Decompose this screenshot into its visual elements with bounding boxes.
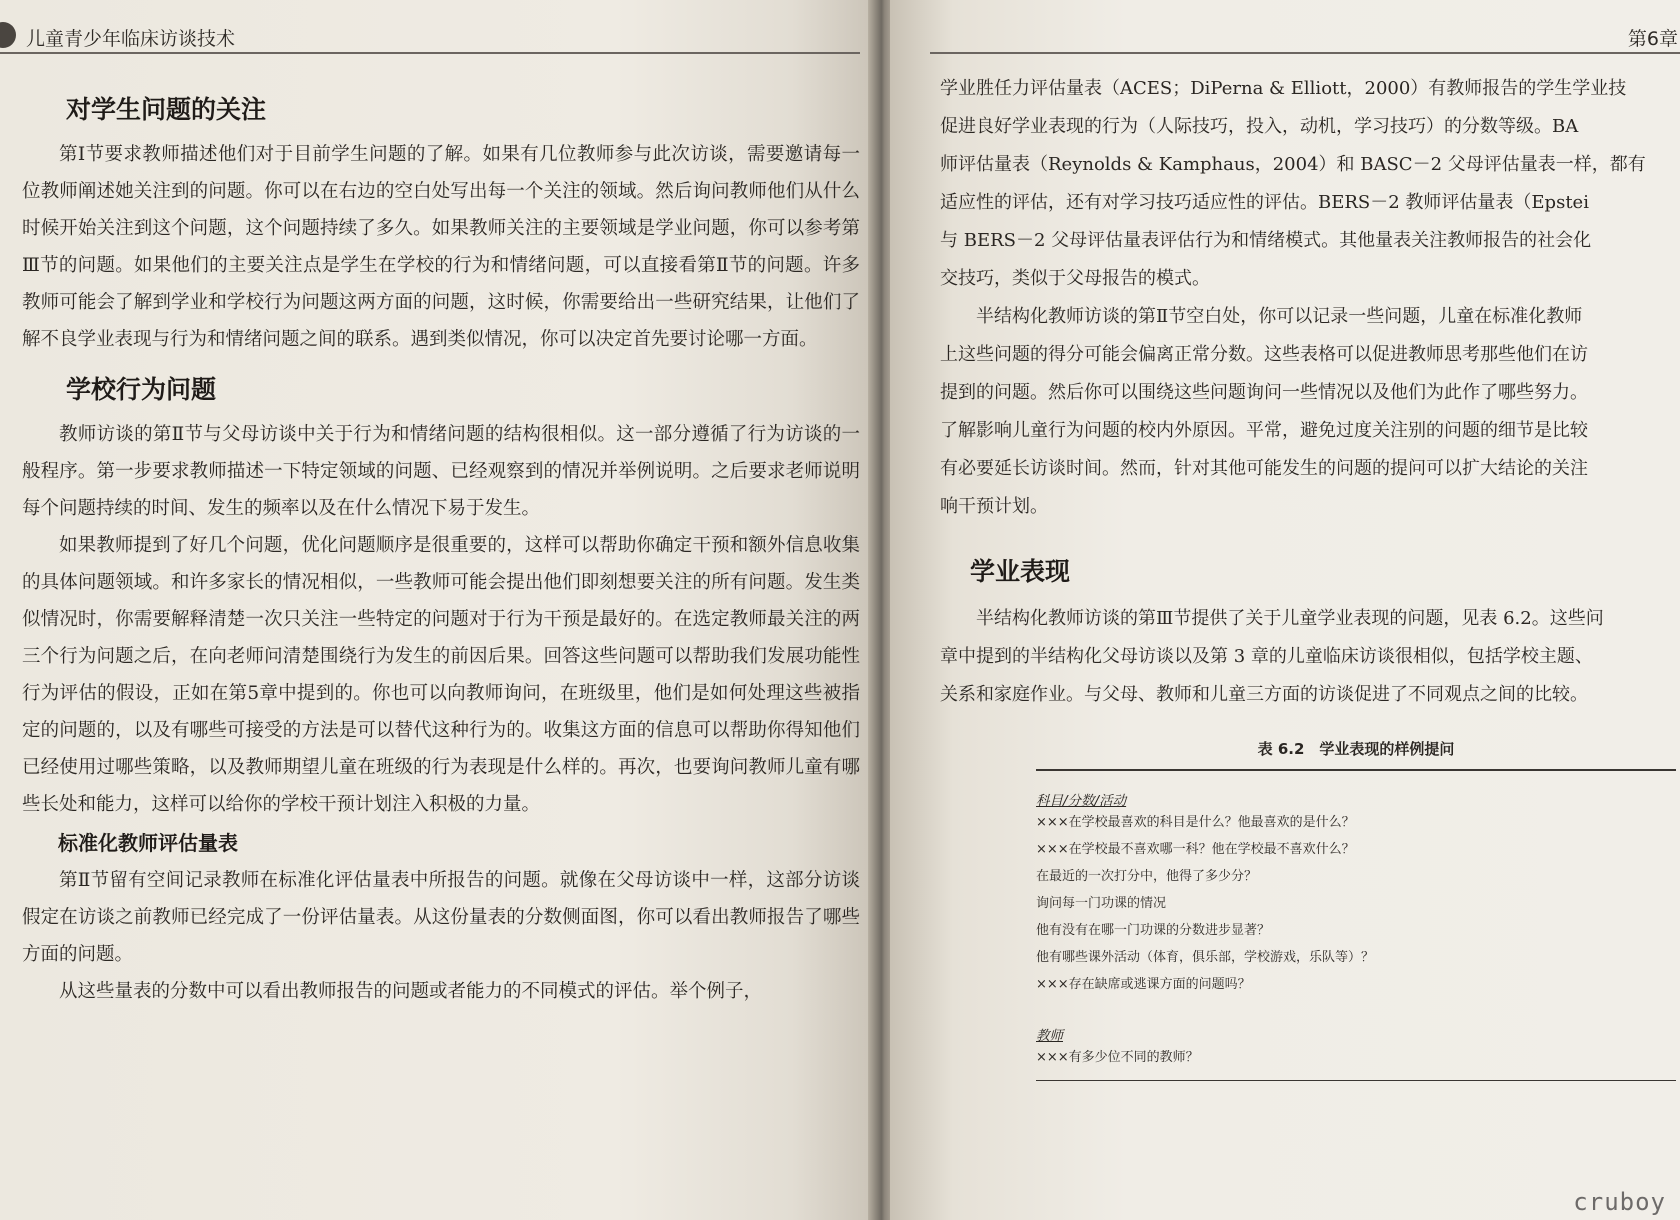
- text-line: 师评估量表（Reynolds & Kamphaus，2004）和 BASC－2 父母评估量表一样，都有: [940, 154, 1646, 175]
- text-line: 有必要延长访谈时间。然而，针对其他可能发生的问题的提问可以扩大结论的关注: [940, 458, 1588, 479]
- text-line: 了解影响儿童行为问题的校内外原因。平常，避免过度关注别的问题的细节是比较: [940, 420, 1588, 441]
- paragraph: 从这些量表的分数中可以看出教师报告的问题或者能力的不同模式的评估。举个例子，: [59, 981, 763, 1002]
- section-title-school-behavior: 学校行为问题: [66, 375, 217, 404]
- table-row: 在最近的一次打分中，他得了多少分？: [1036, 869, 1258, 884]
- text-line: 章中提到的半结构化父母访谈以及第 3 章的儿童临床访谈很相似，包括学校主题、: [940, 646, 1593, 667]
- chapter-label: 第6章: [1627, 28, 1678, 50]
- table-row: ×××在学校最不喜欢哪一科？他在学校最不喜欢什么？: [1036, 842, 1355, 857]
- right-running-head: [930, 8, 1680, 54]
- subsection-title-rating-scales: 标准化教师评估量表: [58, 831, 238, 855]
- paragraph-academic: [940, 600, 1680, 714]
- text-line: 半结构化教师访谈的第Ⅲ节提供了关于儿童学业表现的问题，见表 6.2。这些问: [976, 608, 1604, 629]
- running-head-bullet: [0, 22, 16, 48]
- table-group-heading: 科目/分数/活动: [1036, 793, 1127, 809]
- table-row: ×××有多少位不同的教师？: [1036, 1050, 1199, 1065]
- right-page: [890, 0, 1680, 1220]
- paragraph: 第Ⅱ节留有空间记录教师在标准化评估量表中所报告的问题。就像在父母访谈中一样，这部分访谈假定在访谈之前教师已经完成了一份评估量表。从这份量表的分数侧面图，你可以看出教师报告了哪些方面的问题。: [22, 870, 860, 965]
- paragraph: 教师访谈的第Ⅱ节与父母访谈中关于行为和情绪问题的结构很相似。这一部分遵循了行为访谈的一般程序。第一步要求教师描述一下特定领域的问题、已经观察到的情况并举例说明。之后要求老师说明每个问题持续的时间、发生的频率以及在什么情况下易于发生。: [22, 424, 860, 519]
- table-row: 他有哪些课外活动（体育，俱乐部，学校游戏，乐队等）？: [1036, 950, 1375, 965]
- table-row: ×××存在缺席或逃课方面的问题吗？: [1036, 977, 1251, 992]
- table-bottom-rule: [1036, 1071, 1676, 1081]
- sample-questions-table: [1036, 738, 1676, 1081]
- table-row: 询问每一门功课的情况: [1036, 896, 1167, 911]
- table-group-heading: 教师: [1036, 1028, 1063, 1044]
- book-title: 儿童青少年临床访谈技术: [26, 28, 236, 50]
- text-line: 适应性的评估，还有对学习技巧适应性的评估。BERS－2 教师评估量表（Epstei: [940, 192, 1589, 213]
- left-running-head: [0, 8, 860, 54]
- text-line: 上这些问题的得分可能会偏离正常分数。这些表格可以促进教师思考那些他们在访: [940, 344, 1588, 365]
- text-line: 交技巧，类似于父母报告的模式。: [940, 268, 1210, 289]
- table-row: ×××在学校最喜欢的科目是什么？他最喜欢的是什么？: [1036, 815, 1355, 830]
- section-title-student-problems: 对学生问题的关注: [66, 95, 267, 124]
- text-line: 提到的问题。然后你可以围绕这些问题询问一些情况以及他们为此作了哪些努力。: [940, 382, 1588, 403]
- right-content: [940, 70, 1680, 1081]
- paragraph-section-two: [940, 298, 1680, 526]
- text-line: 促进良好学业表现的行为（人际技巧，投入，动机，学习技巧）的分数等级。BA: [940, 116, 1579, 137]
- paragraph: 第Ⅰ节要求教师描述他们对于目前学生问题的了解。如果有几位教师参与此次访谈，需要邀请每一位教师阐述她关注到的问题。你可以在右边的空白处写出每一个关注的领域。然后询问教师他们从什么时候开始关注到这个问题，这个问题持续了多久。如果教师关注的主要领域是学业问题，你可以参考第Ⅲ节的问题。如果他们的主要关注点是学生在学校的行为和情绪问题，可以直接看第Ⅱ节的问题。许多教师可能会了解到学业和学校行为问题这两方面的问题，这时候，你需要给出一些研究结果，让他们了解不良学业表现与行为和情绪问题之间的联系。遇到类似情况，你可以决定首先要讨论哪一方面。: [22, 144, 860, 350]
- text-line: 响干预计划。: [940, 496, 1048, 517]
- section-title-academic: 学业表现: [970, 557, 1071, 586]
- left-content: [22, 82, 860, 1010]
- text-line: 与 BERS－2 父母评估量表评估行为和情绪模式。其他量表关注教师报告的社会化: [940, 230, 1592, 251]
- text-line: 学业胜任力评估量表（ACES；DiPerna & Elliott，2000）有教师报告的学生学业技: [940, 78, 1627, 99]
- paragraph: 如果教师提到了好几个问题，优化问题顺序是很重要的，这样可以帮助你确定干预和额外信息收集的具体问题领域。和许多家长的情况相似，一些教师可能会提出他们即刻想要关注的所有问题。发生类似情况时，你需要解释清楚一次只关注一些特定的问题对于行为干预是最好的。在选定教师最关注的两三个行为问题之后，在向老师问清楚围绕行为发生的前因后果。回答这些问题可以帮助我们发展功能性行为评估的假设，正如在第5章中提到的。你也可以向教师询问，在班级里，他们是如何处理这些被指定的问题的，以及有哪些可接受的方法是可以替代这种行为的。收集这方面的信息可以帮助你得知他们已经使用过哪些策略，以及教师期望儿童在班级的行为表现是什么样的。再次，也要询问教师儿童有哪些长处和能力，这样可以给你的学校干预计划注入积极的力量。: [22, 535, 860, 815]
- table-caption: 表 6.2 学业表现的样例提问: [1036, 738, 1676, 771]
- paragraph-rating-scales: [940, 70, 1680, 298]
- watermark: cruboy: [1573, 1188, 1666, 1216]
- table-row: 他有没有在哪一门功课的分数进步显著？: [1036, 923, 1271, 938]
- text-line: 半结构化教师访谈的第Ⅱ节空白处，你可以记录一些问题，儿童在标准化教师: [976, 306, 1583, 327]
- text-line: 关系和家庭作业。与父母、教师和儿童三方面的访谈促进了不同观点之间的比较。: [940, 684, 1588, 705]
